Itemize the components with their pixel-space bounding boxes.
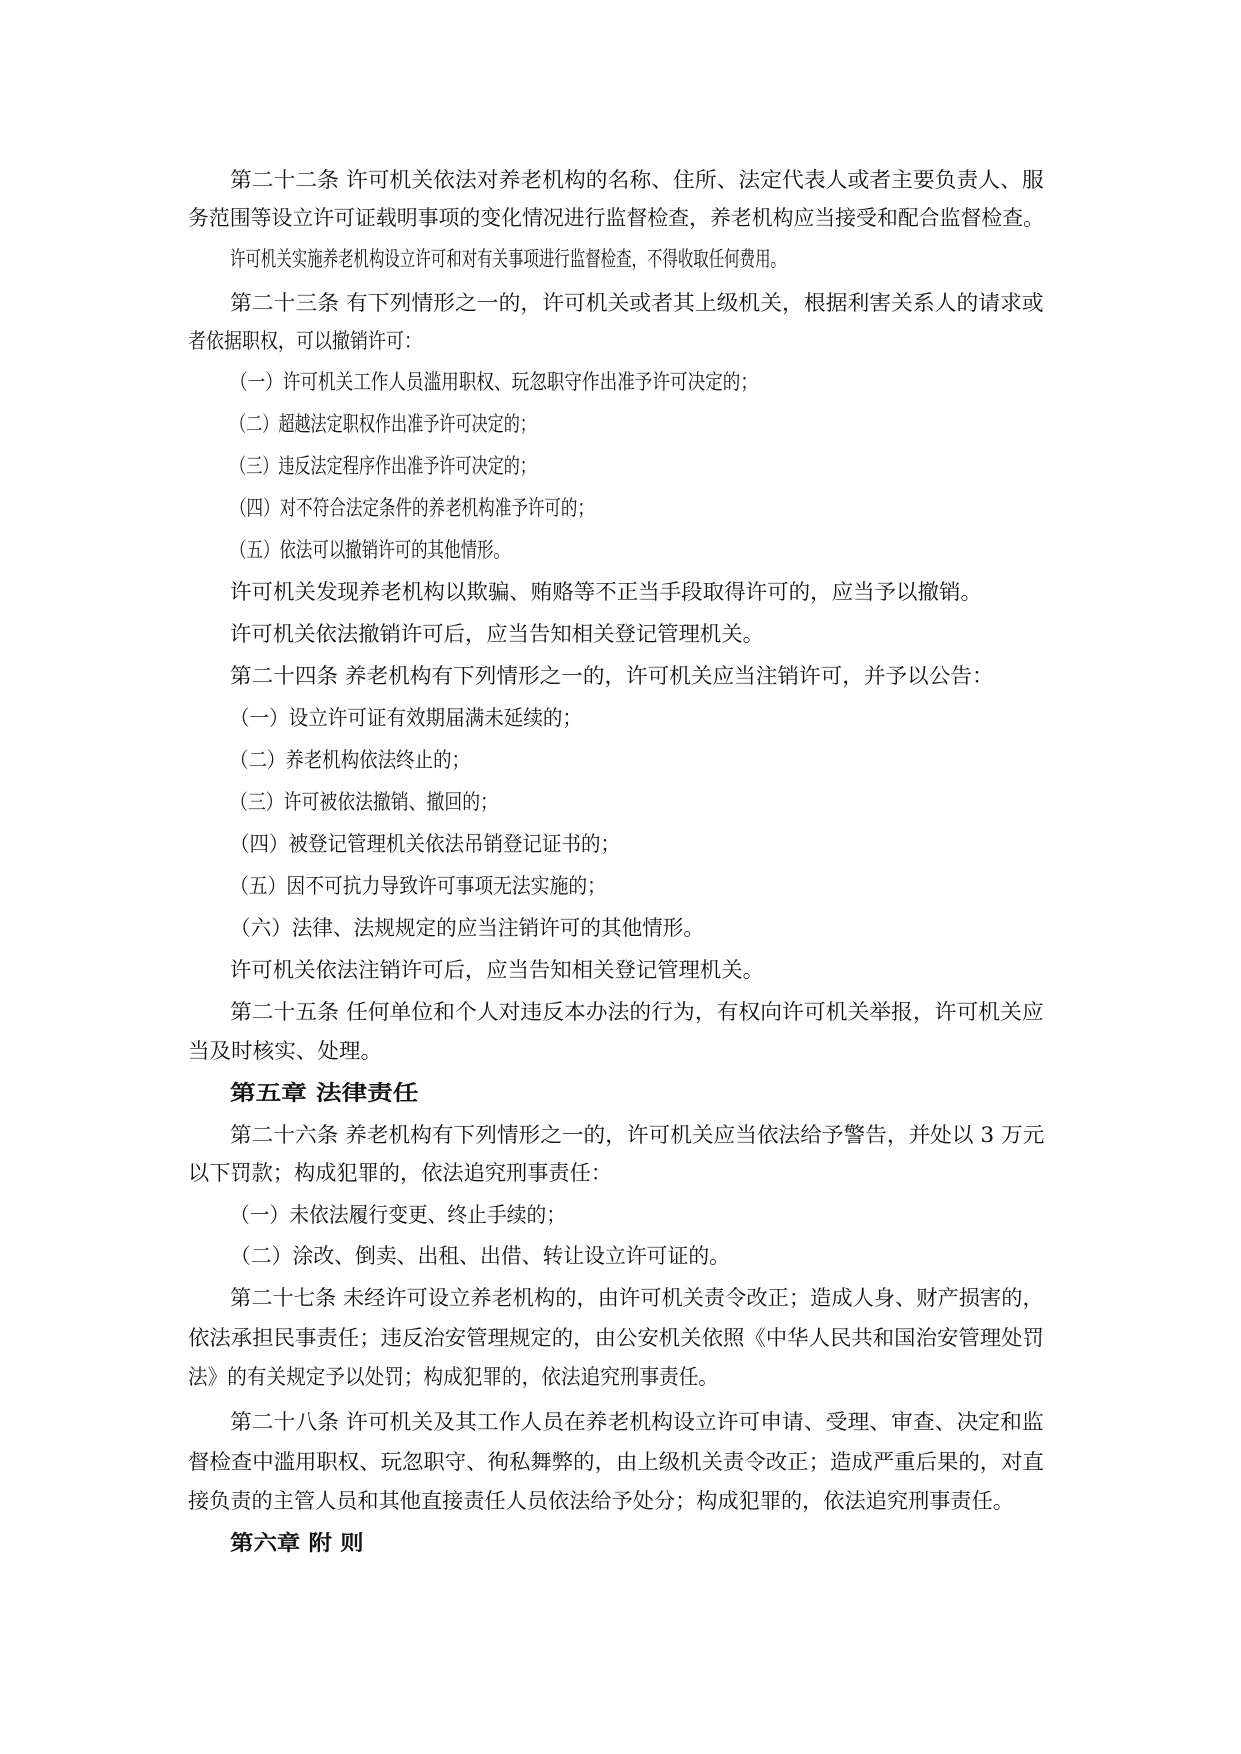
text-line: （三）许可被依法撤销、撤回的； <box>230 790 499 814</box>
text-line: 当及时核实、处理。 <box>188 1039 383 1063</box>
text-line: （一）未依法履行变更、终止手续的； <box>230 1203 567 1227</box>
text-line: 第二十七条 未经许可设立养老机构的，由许可机关责令改正；造成人身、财产损害的， <box>230 1286 1044 1310</box>
text-line: （六）法律、法规规定的应当注销许可的其他情形。 <box>230 916 705 940</box>
text-line: （二）养老机构依法终止的； <box>230 748 470 772</box>
text-line: 许可机关依法注销许可后，应当告知相关登记管理机关。 <box>230 958 764 982</box>
text-line: 第二十六条 养老机构有下列情形之一的，许可机关应当依法给予警告，并处以 3 万元 <box>230 1123 1045 1147</box>
text-line: （二）超越法定职权作出准予许可决定的； <box>230 412 536 436</box>
text-line: 许可机关实施养老机构设立许可和对有关事项进行监督检查，不得收取任何费用。 <box>230 247 786 271</box>
text-line: （一）设立许可证有效期届满未延续的； <box>230 706 582 730</box>
text-line: （五）因不可抗力导致许可事项无法实施的； <box>230 874 606 898</box>
text-line: （四）对不符合法定条件的养老机构准予许可的； <box>230 496 595 520</box>
text-line: 许可机关依法撤销许可后，应当告知相关登记管理机关。 <box>230 622 764 646</box>
text-line: 法》的有关规定予以处罚；构成犯罪的，依法追究刑事责任。 <box>188 1365 718 1389</box>
text-line: 以下罚款；构成犯罪的，依法追究刑事责任： <box>188 1161 612 1185</box>
text-line: （二）涂改、倒卖、出租、出借、转让设立许可证的。 <box>230 1244 731 1268</box>
text-line: 许可机关发现养老机构以欺骗、贿赂等不正当手段取得许可的，应当予以撤销。 <box>230 580 982 604</box>
text-line: 依法承担民事责任；违反治安管理规定的，由公安机关依照《中华人民共和国治安管理处罚 <box>188 1326 1044 1350</box>
text-line: （四）被登记管理机关依法吊销登记证书的； <box>230 832 621 856</box>
chapter-heading: 第六章 附 则 <box>230 1531 364 1555</box>
chapter-heading: 第五章 法律责任 <box>230 1081 419 1105</box>
text-line: 第二十二条 许可机关依法对养老机构的名称、住所、法定代表人或者主要负责人、服 <box>230 168 1044 192</box>
text-line: 第二十八条 许可机关及其工作人员在养老机构设立许可申请、受理、审查、决定和监 <box>230 1410 1044 1434</box>
text-line: 督检查中滥用职权、玩忽职守、徇私舞弊的，由上级机关责令改正；造成严重后果的，对直 <box>188 1450 1044 1474</box>
text-line: 务范围等设立许可证载明事项的变化情况进行监督检查，养老机构应当接受和配合监督检查。 <box>188 206 1045 230</box>
text-line: 第二十五条 任何单位和个人对违反本办法的行为，有权向许可机关举报，许可机关应 <box>230 1000 1044 1024</box>
text-line: 第二十三条 有下列情形之一的，许可机关或者其上级机关，根据利害关系人的请求或 <box>230 291 1044 315</box>
text-line: 接负责的主管人员和其他直接责任人员依法给予处分；构成犯罪的，依法追究刑事责任。 <box>188 1489 1014 1513</box>
text-line: （三）违反法定程序作出准予许可决定的； <box>230 454 536 478</box>
text-line: （五）依法可以撤销许可的其他情形。 <box>230 538 510 562</box>
text-line: 者依据职权，可以撤销许可： <box>188 329 422 353</box>
text-line: 第二十四条 养老机构有下列情形之一的，许可机关应当注销许可，并予以公告： <box>230 664 994 688</box>
text-line: （一）许可机关工作人员滥用职权、玩忽职守作出准予许可决定的； <box>230 370 759 394</box>
